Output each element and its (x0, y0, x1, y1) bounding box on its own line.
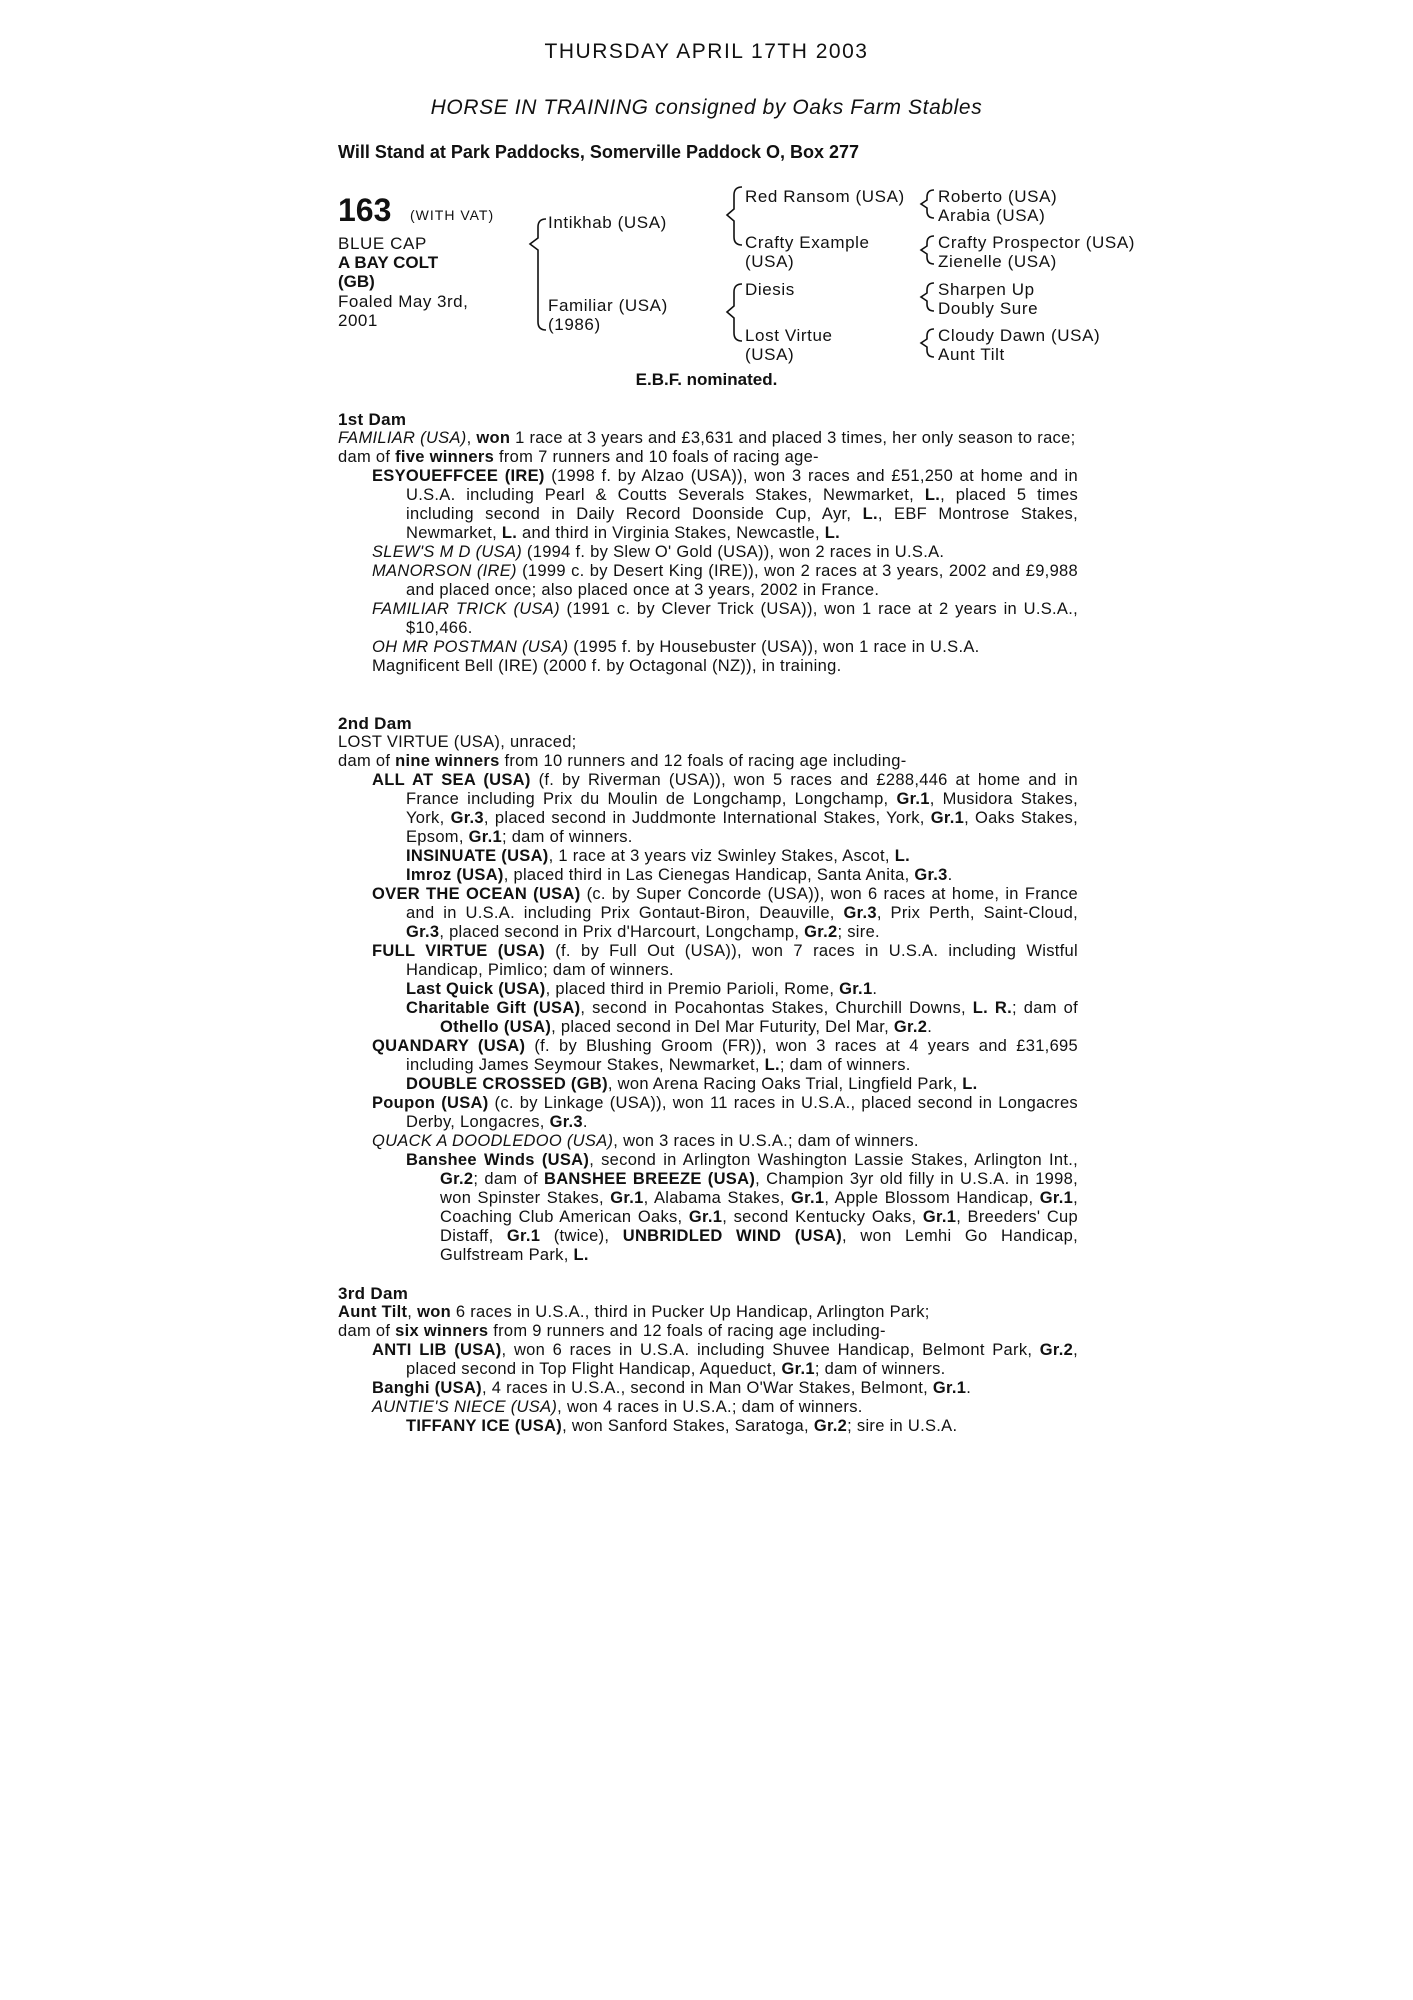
dam-record: FAMILIAR (USA), won 1 race at 3 years and £3,631 and placed 3 times, her only season to race; (338, 429, 1076, 447)
dam-record: Aunt Tilt, won 6 races in U.S.A., third in Pucker Up Handicap, Arlington Park; (338, 1303, 930, 1321)
dam-dam: Lost Virtue (USA) (745, 326, 833, 364)
produce-entry: Imroz (USA), placed third in Las Cienegas Handicap, Santa Anita, Gr.3. (406, 866, 953, 884)
produce-entry: OVER THE OCEAN (USA) (c. by Super Concorde (USA)), won 6 races at home, in France and in U.S.A. including Prix Gontaut-Biron, Deauville, Gr.3, Prix Perth, Saint-Cloud, Gr.3, placed second in Prix d'Harcourt, Longchamp, Gr.2; sire. (372, 885, 1078, 941)
first-dam-section (338, 410, 1078, 676)
section-heading: 3rd Dam (338, 1284, 409, 1303)
sire-dam: Crafty Example (USA) (745, 233, 870, 271)
produce-entry: ALL AT SEA (USA) (f. by Riverman (USA)), won 5 races and £288,446 at home and in France including Prix du Moulin de Longchamp, Longchamp, Gr.1, Musidora Stakes, York, Gr.3, placed second in Juddmonte International Stakes, York, Gr.1, Oaks Stakes, Epsom, Gr.1; dam of winners. (372, 771, 1078, 846)
dam-produce-summary: dam of six winners from 9 runners and 12 foals of racing age including- (338, 1322, 886, 1340)
sire: Intikhab (USA) (548, 213, 667, 232)
lot-number: 163 (338, 192, 392, 228)
ebf-nomination: E.B.F. nominated. (635, 370, 778, 389)
dam-produce-summary: dam of five winners from 7 runners and 10 foals of racing age- (338, 448, 819, 466)
ggp-7: Cloudy Dawn (USA) (938, 326, 1101, 345)
ggp-8: Aunt Tilt (938, 345, 1005, 364)
dam-record: LOST VIRTUE (USA), unraced; (338, 733, 577, 751)
sire-sire: Red Ransom (USA) (745, 187, 905, 206)
dam-sire: Diesis (745, 280, 795, 299)
produce-entry: Magnificent Bell (IRE) (2000 f. by Octagonal (NZ)), in training. (372, 657, 842, 675)
produce-entry: FULL VIRTUE (USA) (f. by Full Out (USA)), won 7 races in U.S.A. including Wistful Handicap, Pimlico; dam of winners. (372, 942, 1078, 979)
produce-entry: MANORSON (IRE) (1999 c. by Desert King (IRE)), won 2 races at 3 years, 2002 and £9,988 and placed once; also placed once at 3 years, 2002 in France. (372, 562, 1078, 599)
dam-name: FAMILIAR (USA) (338, 429, 467, 447)
dam-produce-summary: dam of nine winners from 10 runners and 12 foals of racing age including- (338, 752, 907, 770)
sale-date: THURSDAY APRIL 17TH 2003 (544, 40, 869, 63)
produce-entry: ANTI LIB (USA), won 6 races in U.S.A. including Shuvee Handicap, Belmont Park, Gr.2, placed second in Top Flight Handicap, Aqueduct, Gr.1; dam of winners. (372, 1341, 1078, 1378)
ggp-2: Arabia (USA) (938, 206, 1046, 225)
dam: Familiar (USA) (1986) (548, 296, 668, 334)
section-heading: 2nd Dam (338, 714, 412, 733)
foaling-date: Foaled May 3rd, 2001 (338, 292, 469, 330)
ggp-3: Crafty Prospector (USA) (938, 233, 1136, 252)
produce-entry: Banshee Winds (USA), second in Arlington Washington Lassie Stakes, Arlington Int., Gr.2; dam of BANSHEE BREEZE (USA), Champion 3yr old filly in U.S.A. in 1998, won Spinster Stakes, Gr.1, Alabama Stakes, Gr.1, Apple Blossom Handicap, Gr.1, Coaching Club American Oaks, Gr.1, second Kentucky Oaks, Gr.1, Breeders' Cup Distaff, Gr.1 (twice), UNBRIDLED WIND (USA), won Lemhi Go Handicap, Gulfstream Park, L. (406, 1151, 1079, 1264)
vat-note: (WITH VAT) (410, 207, 495, 223)
section-heading: 1st Dam (338, 410, 407, 429)
produce-entry: Charitable Gift (USA), second in Pocahontas Stakes, Churchill Downs, L. R.; dam of Othello (USA), placed second in Del Mar Futurity, Del Mar, Gr.2. (406, 999, 1078, 1036)
ggp-4: Zienelle (USA) (938, 252, 1057, 271)
produce-entry: Poupon (USA) (c. by Linkage (USA)), won 11 races in U.S.A., placed second in Longacres Derby, Longacres, Gr.3. (372, 1094, 1078, 1131)
produce-entry: AUNTIE'S NIECE (USA), won 4 races in U.S.A.; dam of winners. (372, 1398, 863, 1416)
produce-entry: SLEW'S M D (USA) (1994 f. by Slew O' Gold (USA)), won 2 races in U.S.A. (372, 543, 945, 561)
horse-name: BLUE CAP (338, 234, 427, 253)
second-dam-section (338, 714, 1078, 1265)
produce-entry: Last Quick (USA), placed third in Premio Parioli, Rome, Gr.1. (406, 980, 878, 998)
horse-description: A BAY COLT (GB) (338, 253, 439, 291)
produce-entry: INSINUATE (USA), 1 race at 3 years viz Swinley Stakes, Ascot, L. (406, 847, 910, 865)
consignment-line: HORSE IN TRAINING consigned by Oaks Farm Stables (430, 96, 983, 119)
produce-entry: QUACK A DOODLEDOO (USA), won 3 races in U.S.A.; dam of winners. (372, 1132, 919, 1150)
ggp-6: Doubly Sure (938, 299, 1039, 318)
ggp-1: Roberto (USA) (938, 187, 1058, 206)
won-label: won (476, 429, 511, 447)
third-dam-section (338, 1284, 1078, 1436)
ggp-5: Sharpen Up (938, 280, 1035, 299)
produce-entry: OH MR POSTMAN (USA) (1995 f. by Housebuster (USA)), won 1 race in U.S.A. (372, 638, 980, 656)
produce-entry: QUANDARY (USA) (f. by Blushing Groom (FR)), won 3 races at 4 years and £31,695 including James Seymour Stakes, Newmarket, L.; dam of winners. (372, 1037, 1078, 1074)
produce-entry: ESYOUEFFCEE (IRE) (1998 f. by Alzao (USA)), won 3 races and £51,250 at home and in U.S.A. including Pearl & Coutts Severals Stakes, Newmarket, L., placed 5 times including second in Daily Record Doonside Cup, Ayr, L., EBF Montrose Stakes, Newmarket, L. and third in Virginia Stakes, Newcastle, L. (372, 467, 1079, 542)
produce-entry: FAMILIAR TRICK (USA) (1991 c. by Clever Trick (USA)), won 1 race at 2 years in U.S.A., $10,466. (372, 600, 1078, 637)
produce-entry: DOUBLE CROSSED (GB), won Arena Racing Oaks Trial, Lingfield Park, L. (406, 1075, 978, 1093)
produce-entry: TIFFANY ICE (USA), won Sanford Stakes, Saratoga, Gr.2; sire in U.S.A. (406, 1417, 958, 1435)
produce-entry: Banghi (USA), 4 races in U.S.A., second in Man O'War Stakes, Belmont, Gr.1. (372, 1379, 972, 1397)
stand-location: Will Stand at Park Paddocks, Somerville Paddock O, Box 277 (338, 142, 860, 162)
pedigree-brace-lines (0, 0, 1413, 380)
